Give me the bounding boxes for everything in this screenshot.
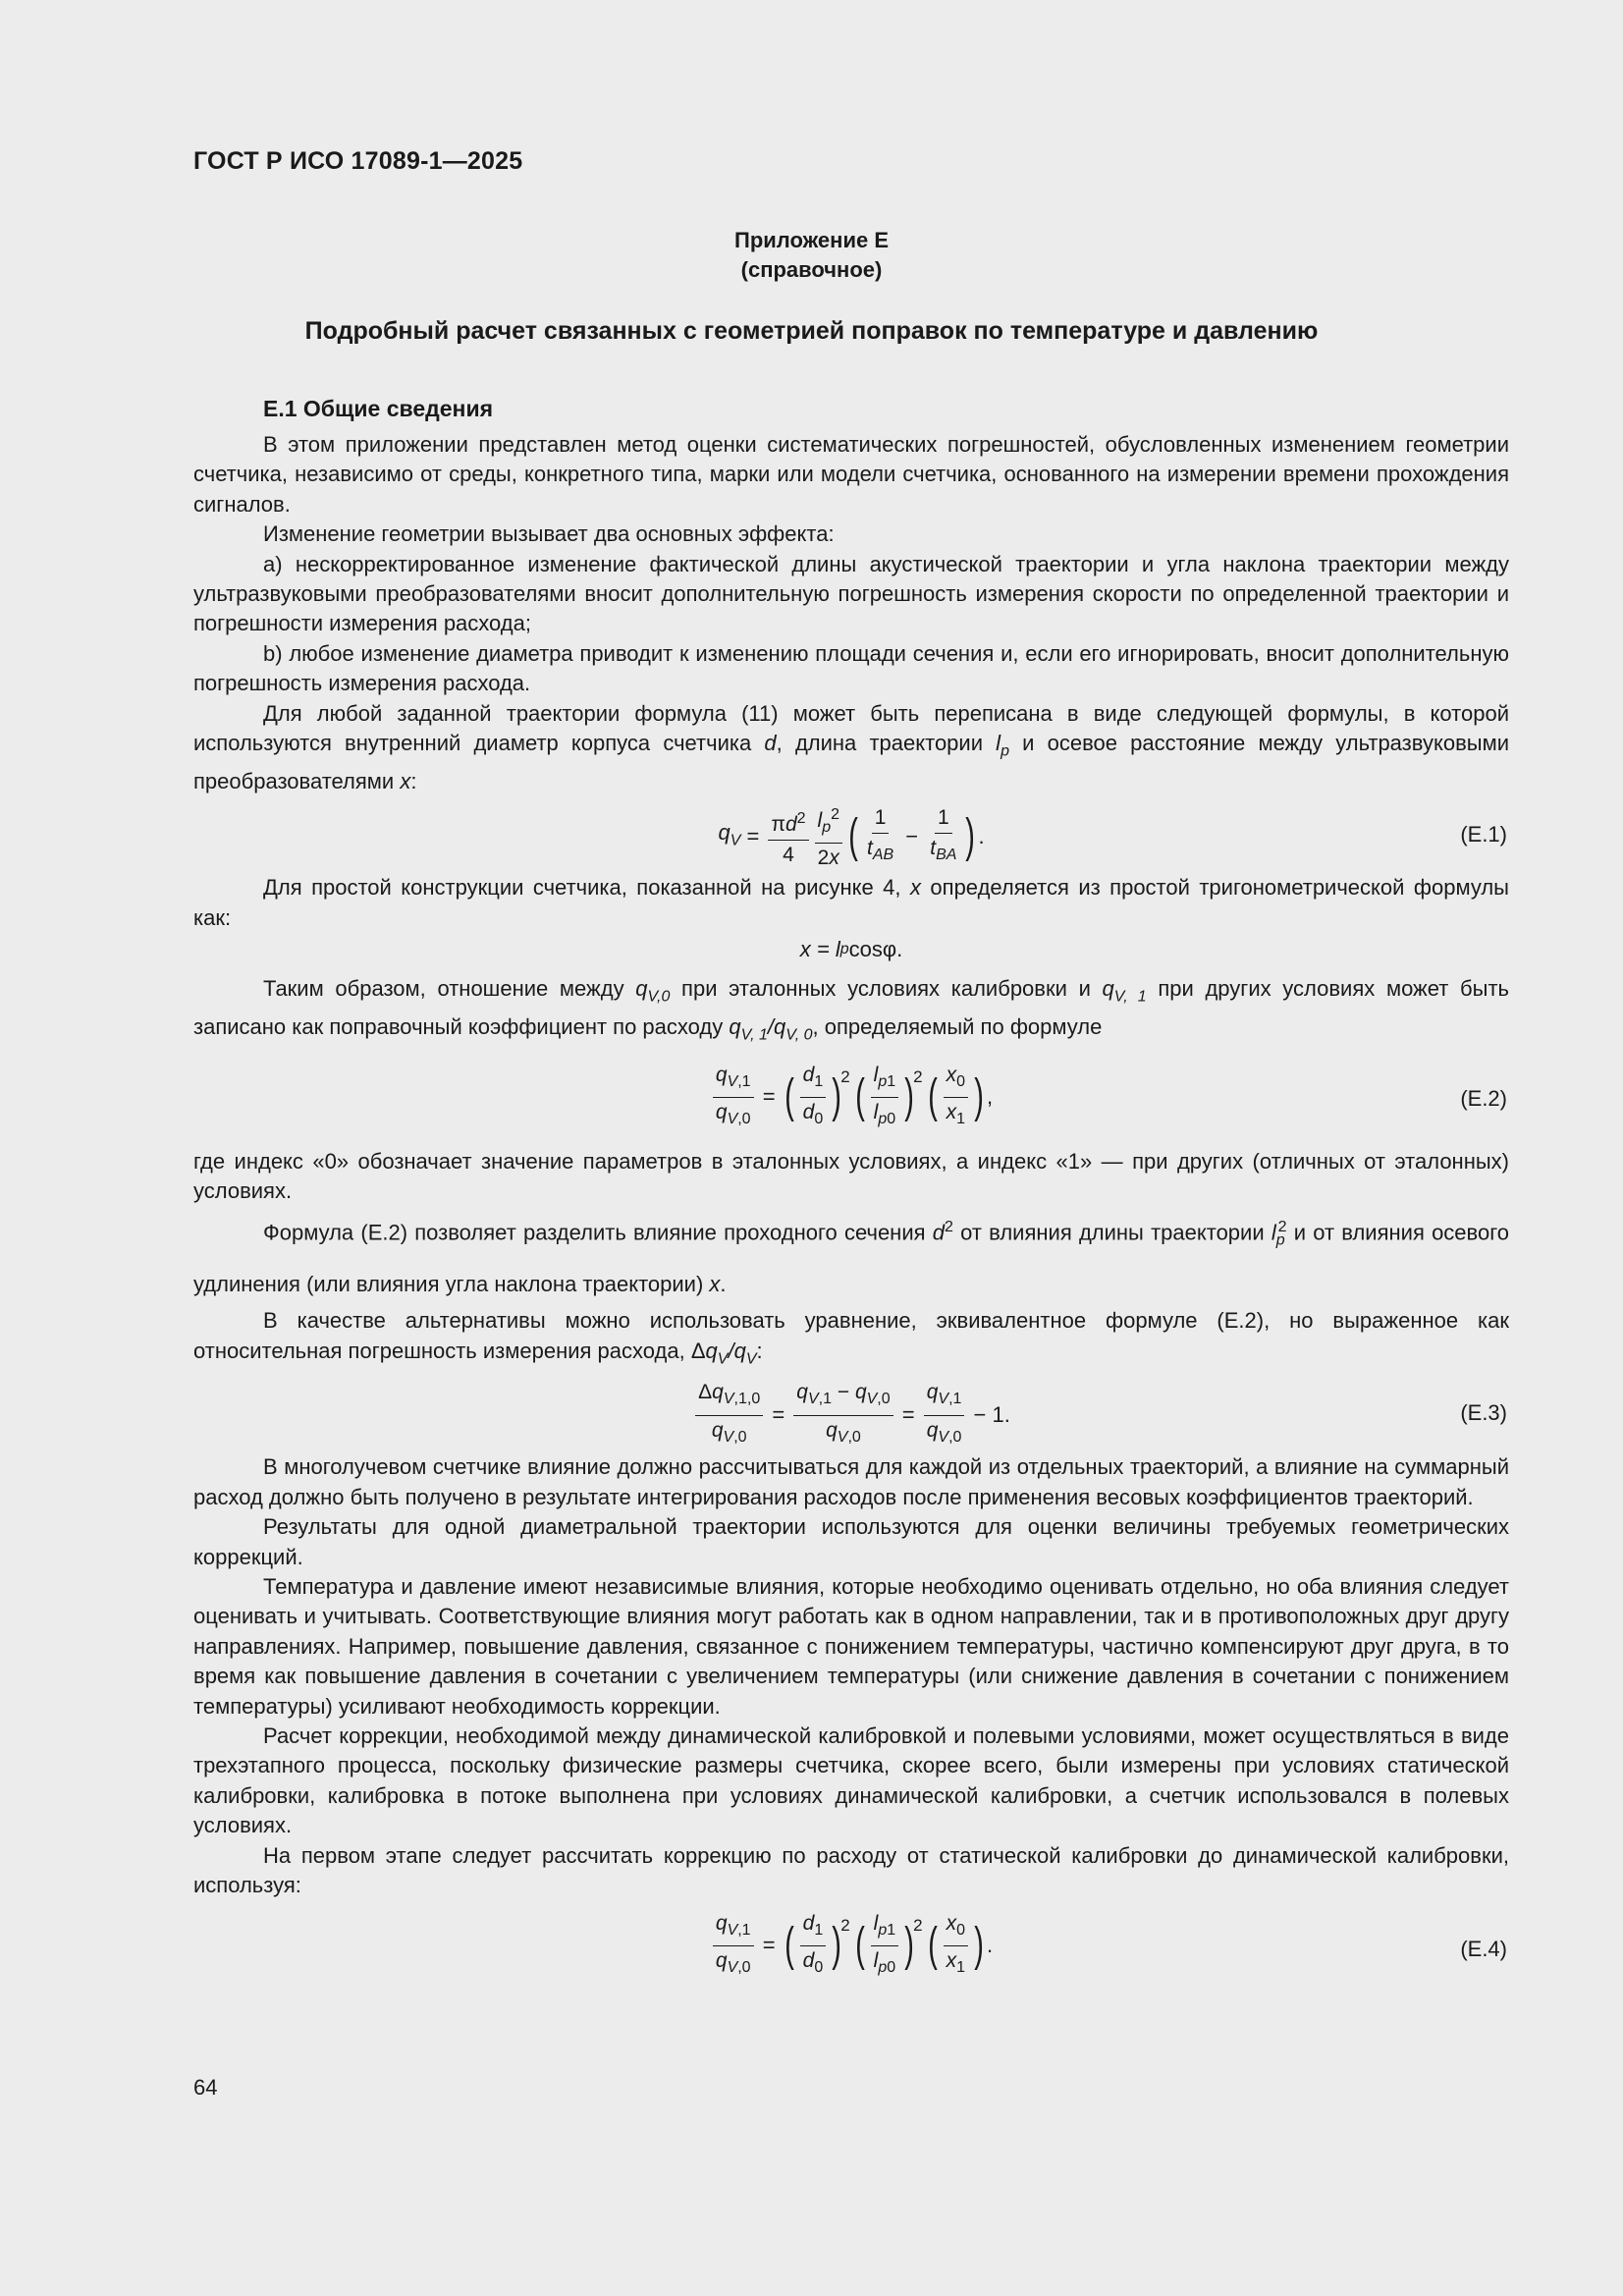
- appendix-label: Приложение Е: [734, 228, 889, 252]
- paragraph: На первом этапе следует рассчитать коррекцию по расходу от статической калибровки до динамической калибровки, используя:: [193, 1842, 1509, 1898]
- paragraph: a) нескорректированное изменение фактической длины акустической траектории и угла наклона траектории между ультразвуковыми преобразователями вносит дополнительную погрешность измерения скорости по определенной траектории и погрешности измерения расхода;: [193, 551, 1509, 636]
- text-run: cosφ.: [848, 937, 903, 962]
- text-run: при эталонных условиях калибровки и: [670, 976, 1103, 1002]
- paragraph: Таким образом, отношение между $q_{V,0}$ при эталонных условиях калибровки и $q_{V, 1}$ при других условиях может быть записано как поправочный коэффициент по расходу $q_{V, 1}/q_{V, 0}$, определяемый по формуле: [193, 976, 1509, 1044]
- text-run: Таким образом, отношение между: [263, 976, 636, 1002]
- formula-e2: [193, 1051, 1509, 1147]
- appendix-type: (справочное): [740, 257, 883, 282]
- text-run: В качестве альтернативы можно использовать уравнение, эквивалентное формуле (Е.2), но выраженное как относительная погрешность измерения расхода,: [193, 1308, 1509, 1363]
- text-run: Для любой заданной траектории формула (11) может быть переписана в виде следующей формулы, в которой используются внутренний диаметр корпуса счетчика: [193, 700, 1509, 756]
- paragraph: b) любое изменение диаметра приводит к изменению площади сечения и, если его игнорировать, вносит дополнительную погрешность измерения расхода.: [193, 640, 1509, 696]
- formula-e1-body: $q_V$ = $\frac{\pi d^2}{4}$ $\frac{l_p^2}{2x}$ ( $\frac{1}{t_{AB}}$ − $\frac{1}{t_{BA}}$ ) .: [193, 802, 1509, 871]
- standard-header: ГОСТ Р ИСО 17089-1—2025: [193, 147, 523, 175]
- text-run: , определяемый по формуле: [812, 1013, 1103, 1039]
- formula-label: (Е.2): [1460, 1085, 1507, 1111]
- text-run: x = l: [799, 937, 840, 962]
- formula-x-body: x = l p cosφ.: [193, 935, 1509, 964]
- formula-label: (Е.3): [1460, 1400, 1507, 1426]
- text-run: и осевое расстояние между ультразвуковыми преобразователями: [193, 731, 1509, 793]
- section-heading: Е.1 Общие сведения: [263, 396, 493, 421]
- text-run: определяется из простой тригонометрической формулы как:: [193, 875, 1509, 930]
- formula-x: [193, 933, 1509, 970]
- paragraph: где индекс «0» обозначает значение параметров в эталонных условиях, а индекс «1» — при других (отличных от эталонных) условиях.: [193, 1148, 1509, 1204]
- appendix-label-block: [0, 226, 1623, 285]
- paragraph: Результаты для одной диаметральной траектории используются для оценки величины требуемых геометрических коррекций.: [193, 1514, 1509, 1569]
- text-run: Формула (Е.2) позволяет разделить влияние проходного сечения: [263, 1220, 933, 1245]
- paragraph: В качестве альтернативы можно использовать уравнение, эквивалентное формуле (Е.2), но выраженное как относительная погрешность измерения расхода, $\Delta q_V/q_V$:: [193, 1308, 1509, 1367]
- body-text: [193, 430, 1509, 1997]
- formula-e3-body: $\frac{\Delta q_{V,1,0}}{q_{V,0}}$ = $\frac{q_{V,1} - q_{V,0}}{q_{V,0}}$ = $\frac{q_{V,1}}{q_{V,0}}$ − 1.: [193, 1380, 1509, 1449]
- formula-label: (Е.1): [1460, 822, 1507, 847]
- paragraph: Формула (Е.2) позволяет разделить влияние проходного сечения $d^2$ от влияния длины траектории $l_p^2$ и от влияния осевого удлинения (или влияния угла наклона траектории) x.: [193, 1219, 1509, 1297]
- paragraph: В многолучевом счетчике влияние должно рассчитываться для каждой из отдельных траекторий, а влияние на суммарный расход должно быть получено в результате интегрирования расходов после применения весовых коэффициентов траекторий.: [193, 1454, 1509, 1509]
- formula-label: (Е.4): [1460, 1936, 1507, 1961]
- formula-e2-body: $\frac{q_{V,1}}{q_{V,0}}$ = ( $\frac{d_1}{d_0}$ ) 2 ( $\frac{l_{p1}}{l_{p0}}$ ) 2 ( $\frac{x_0}{x_1}$ ) ,: [193, 1063, 1509, 1132]
- paragraph: Изменение геометрии вызывает два основных эффекта:: [263, 521, 835, 547]
- text-run: и от влияния осевого удлинения (или влияния угла наклона траектории): [193, 1220, 1509, 1297]
- page-number: 64: [193, 2075, 218, 2100]
- paragraph: Расчет коррекции, необходимой между динамической калибровкой и полевыми условиями, может осуществляться в виде трехэтапного процесса, поскольку физические размеры счетчика, скорее всего, были измерены при условиях статической калибровки, калибровка в потоке выполнена при условиях динамической калибровки, а счетчик использовался в полевых условиях.: [193, 1723, 1509, 1838]
- formula-e1: [193, 796, 1509, 873]
- text-run: , длина траектории: [776, 731, 997, 756]
- text-run: :: [410, 768, 417, 793]
- appendix-title: Подробный расчет связанных с геометрией поправок по температуре и давлению: [304, 317, 1319, 345]
- paragraph: В этом приложении представлен метод оценки систематических погрешностей, обусловленных изменением геометрии счетчика, независимо от среды, конкретного типа, марки или модели счетчика, основанного на измерении времени прохождения сигналов.: [193, 432, 1509, 517]
- text-run: Для простой конструкции счетчика, показанной на рисунке 4,: [263, 875, 910, 901]
- paragraph: Для простой конструкции счетчика, показанной на рисунке 4, x определяется из простой тригонометрической формулы как:: [193, 875, 1509, 930]
- text-run: при других условиях может быть записано как поправочный коэффициент по расходу: [193, 976, 1509, 1039]
- paragraph: Для любой заданной траектории формула (11) может быть переписана в виде следующей формулы, в которой используются внутренний диаметр корпуса счетчика d, длина траектории $l_p$ и осевое расстояние между ультразвуковыми преобразователями x:: [193, 700, 1509, 793]
- formula-e3: [193, 1374, 1509, 1452]
- formula-e4: [193, 1901, 1509, 1997]
- text-run: от влияния длины траектории: [952, 1220, 1271, 1245]
- formula-e4-body: $\frac{q_{V,1}}{q_{V,0}}$ = ( $\frac{d_1}{d_0}$ ) 2 ( $\frac{l_{p1}}{l_{p0}}$ ) 2 ( $\frac{x_0}{x_1}$ ) .: [193, 1911, 1509, 1981]
- paragraph: Температура и давление имеют независимые влияния, которые необходимо оценивать отдельно, но оба влияния следует оценивать и учитывать. Соответствующие влияния могут работать как в одном направлении, так и в противоположных друг другу направлениях. Например, повышение давления, связанное с понижением температуры, частично компенсируют друг друга, в то время как повышение давления в сочетании с увеличением температуры (или снижение давления в сочетании с понижением температуры) усиливают необходимость коррекции.: [193, 1574, 1509, 1719]
